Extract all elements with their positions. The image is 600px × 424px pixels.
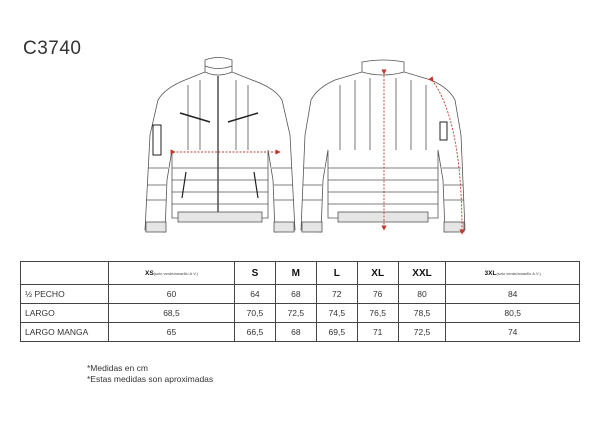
table-cell: 65 — [109, 323, 235, 342]
table-cell: 60 — [109, 285, 235, 304]
table-cell: 72,5 — [398, 323, 446, 342]
row-label: LARGO — [21, 304, 109, 323]
table-cell: 68,5 — [109, 304, 235, 323]
product-code: C3740 — [23, 38, 82, 59]
table-cell: 69,5 — [316, 323, 357, 342]
note-units: *Medidas en cm — [87, 363, 148, 373]
table-cell: 74 — [446, 323, 580, 342]
table-cell: 68 — [275, 285, 316, 304]
size-header-3xl: 3XL(solo verde/amarillo A.V.) — [446, 262, 580, 285]
table-cell: 84 — [446, 285, 580, 304]
sleeve-measure-line — [432, 80, 462, 232]
row-label: LARGO MANGA — [21, 323, 109, 342]
table-cell: 66,5 — [234, 323, 275, 342]
table-cell: 68 — [275, 323, 316, 342]
table-cell: 74,5 — [316, 304, 357, 323]
table-row — [21, 304, 580, 323]
size-header-m: M — [275, 262, 316, 285]
size-chart-table — [20, 261, 580, 342]
jacket-front-view — [145, 58, 295, 233]
table-row — [21, 285, 580, 304]
table-cell: 72,5 — [275, 304, 316, 323]
size-header-l: L — [316, 262, 357, 285]
table-cell: 80,5 — [446, 304, 580, 323]
size-header-xl: XL — [357, 262, 398, 285]
size-header-xxl: XXL — [398, 262, 446, 285]
table-cell: 72 — [316, 285, 357, 304]
note-approximate: *Estas medidas son aproximadas — [87, 374, 214, 384]
table-cell: 78,5 — [398, 304, 446, 323]
size-header-xs: XS(solo verde/amarillo A.V.) — [109, 262, 235, 285]
table-cell: 80 — [398, 285, 446, 304]
size-header-s: S — [234, 262, 275, 285]
table-cell: 76 — [357, 285, 398, 304]
size-header-row — [21, 262, 580, 285]
size-header-empty — [21, 262, 109, 285]
row-label: ½ PECHO — [21, 285, 109, 304]
table-cell: 70,5 — [234, 304, 275, 323]
table-cell: 64 — [234, 285, 275, 304]
table-cell: 71 — [357, 323, 398, 342]
jacket-back-view — [301, 60, 465, 232]
table-row — [21, 323, 580, 342]
table-cell: 76,5 — [357, 304, 398, 323]
notes — [87, 363, 213, 385]
